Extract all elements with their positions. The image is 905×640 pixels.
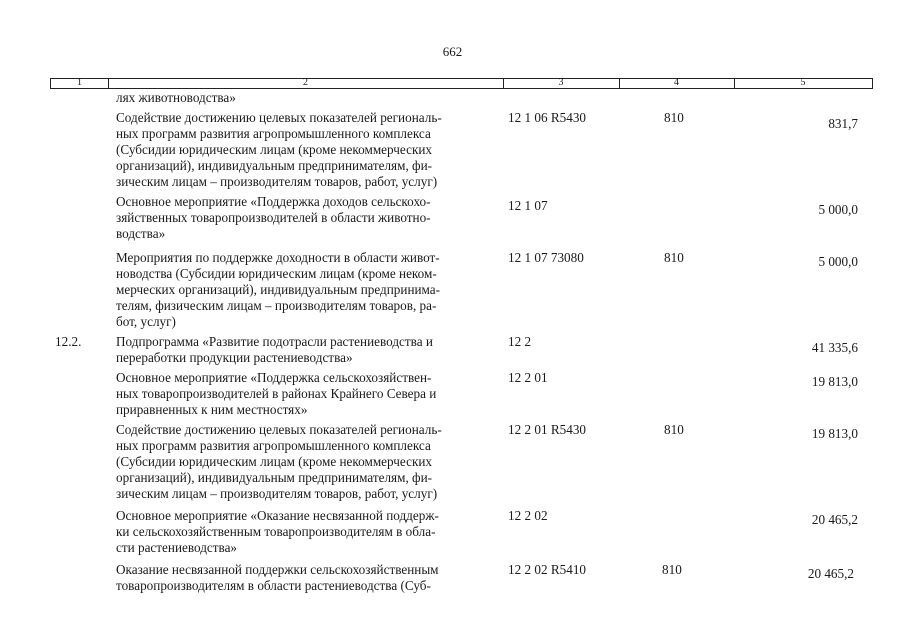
row-vr: 810 xyxy=(664,110,684,125)
row-sum: 5 000,0 xyxy=(818,254,858,269)
row-code: 12 2 01 R5430 xyxy=(508,422,587,437)
row-code: 12 2 02 xyxy=(508,508,548,523)
row-text: Содействие достижению целевых показателей региональ- ных программ развития агропромышленного комплекса (Субсидии юридическим лицам (кроме некоммерческих организаций), индивидуальным предпринимателям, фи- зическим лицам – производителям товаров, работ, услуг) xyxy=(116,422,442,501)
row-code: 12 1 06 R5430 xyxy=(508,110,587,125)
row-sum: 20 465,2 xyxy=(807,566,854,581)
header-col-5: 5 xyxy=(800,77,806,88)
header-col-4: 4 xyxy=(674,77,679,88)
row-text: Основное мероприятие «Поддержка сельскохозяйствен- ных товаропроизводителей в районах Крайнего Севера и приравненных к ним местностях» xyxy=(116,370,437,417)
row-vr: 810 xyxy=(662,562,682,577)
table-header xyxy=(50,78,873,89)
row-sum: 831,7 xyxy=(828,116,858,131)
row-text: Основное мероприятие «Оказание несвязанной поддерж- ки сельскохозяйственным товаропроизводителям в обла- сти растениеводства» xyxy=(116,508,439,555)
row-text: лях животноводства» xyxy=(116,90,236,105)
row-text: Мероприятия по поддержке доходности в области живот- новодства (Субсидии юридическим лицам (кроме неком- мерческих организаций), индивидуальным предпринима- телям, физическим лицам – производителям товаров, ра- бот, услуг) xyxy=(116,250,441,329)
header-col-1: 1 xyxy=(77,77,82,88)
row-sum: 41 335,6 xyxy=(811,340,858,355)
header-col-2: 2 xyxy=(303,77,308,88)
header-col-3: 3 xyxy=(558,77,564,88)
row-code: 12 2 01 xyxy=(508,370,548,385)
row-vr: 810 xyxy=(664,422,684,437)
row-sum: 19 813,0 xyxy=(811,374,858,389)
row-code: 12 1 07 xyxy=(508,198,548,213)
row-text: Подпрограмма «Развитие подотрасли растениеводства и переработки продукции растениеводства» xyxy=(116,334,433,365)
row-text: Содействие достижению целевых показателей региональ- ных программ развития агропромышленного комплекса (Субсидии юридическим лицам (кроме некоммерческих организаций), индивидуальным предпринимателям, фи- зическим лицам – производителям товаров, работ, услуг) xyxy=(116,110,442,189)
page-number: 662 xyxy=(442,44,463,59)
row-code: 12 2 02 R5410 xyxy=(508,562,587,577)
row-sum: 19 813,0 xyxy=(811,426,858,441)
row-sum: 5 000,0 xyxy=(818,202,858,217)
row-text: Основное мероприятие «Поддержка доходов сельскохо- зяйственных товаропроизводителей в области животно- водства» xyxy=(116,194,431,241)
row-sum: 20 465,2 xyxy=(811,512,858,527)
row-vr: 810 xyxy=(664,250,684,265)
row-text: Оказание несвязанной поддержки сельскохозяйственным товаропроизводителям в области растениеводства (Суб- xyxy=(116,562,439,593)
row-number: 12.2. xyxy=(55,334,82,349)
row-code: 12 2 xyxy=(508,334,532,349)
row-code: 12 1 07 73080 xyxy=(508,250,584,265)
